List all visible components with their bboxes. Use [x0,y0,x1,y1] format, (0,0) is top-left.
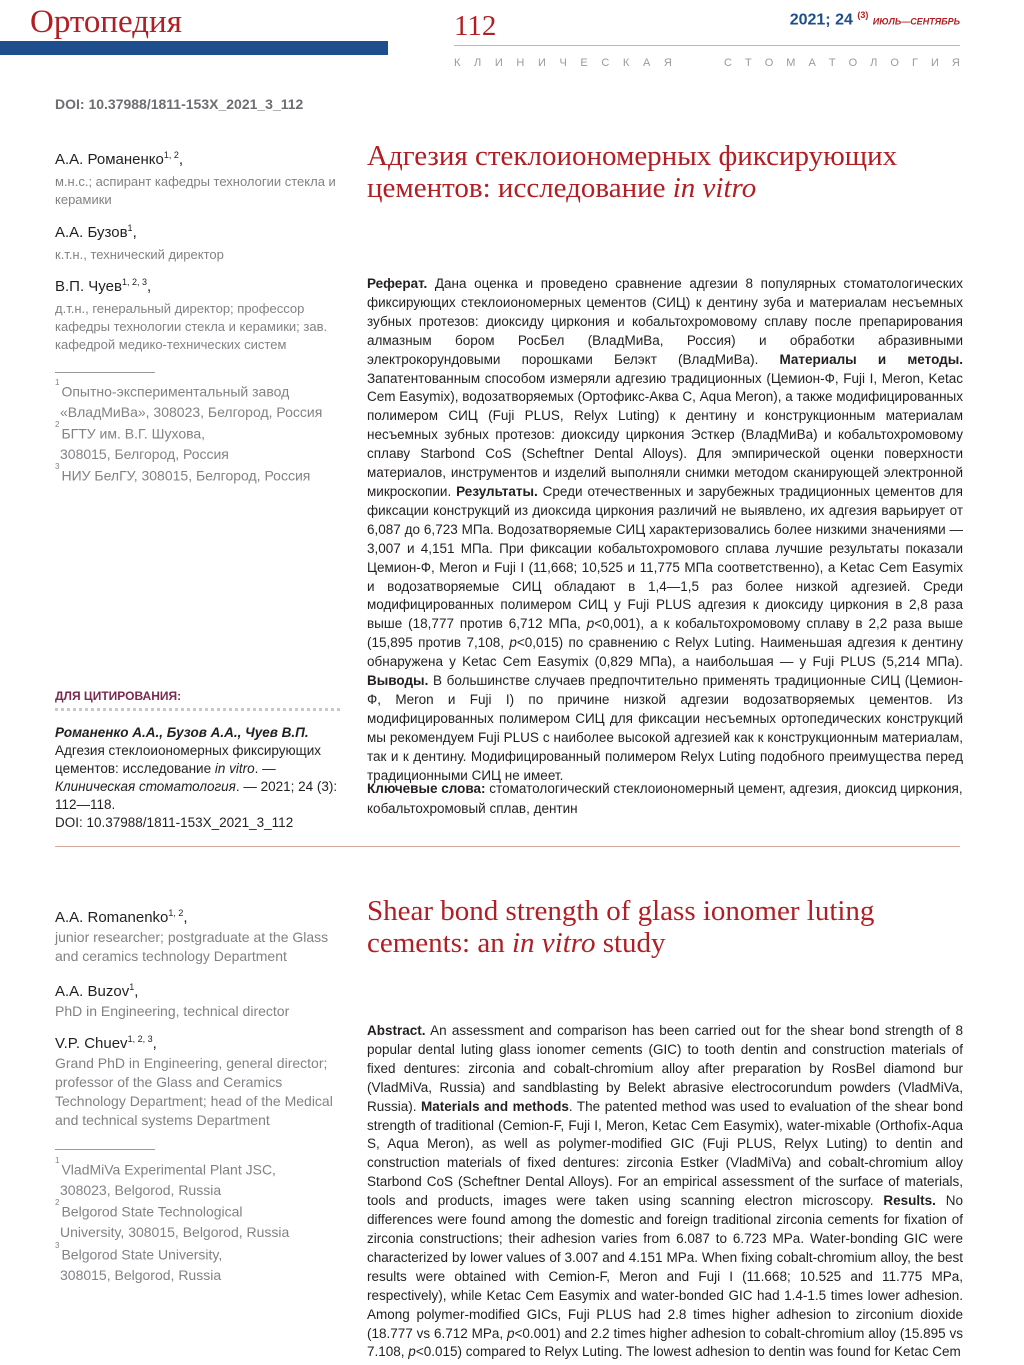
footnote-line: 308015, Belgorod, Russia [60,1266,222,1283]
issue-period: ИЮЛЬ—СЕНТЯБРЬ [872,16,960,27]
author-en-1 [55,904,345,966]
footnote-line: Опытно-экспериментальный завод [61,383,290,400]
abstract-text: <0,015) по сравнению с Relyx Luting. Наименьшая адгезия к дентину обнаружена у Ketac Cem Easymix (0,829 МПа), а наибольшая — у Fuji PLUS (5,214 МПа). [367,635,964,670]
title-text: Shear bond strength of glass ionomer luting cements: an [367,895,875,959]
abstract-pvalue: p [506,1325,515,1341]
author-affil-sup: 1, 2 [163,150,179,160]
issue-number: (3) [857,10,869,20]
title-italic: in vitro [672,172,757,204]
author-affiliation: к.т.н., технический директор [55,247,224,262]
author-en-2 [55,978,345,1021]
abstract-pvalue: p [509,635,517,651]
author-affiliation: Grand PhD in Engineering, general director; professor of the Glass and Ceramics Technology Department; head of the Medical and technical systems Department [55,1055,333,1128]
footnote-ru-2 [55,421,345,464]
footnote-en-2 [55,1199,345,1242]
page-number: 112 [454,10,497,42]
footnote-ru-3 [55,463,345,486]
abstract-text: В большинстве случаев предпочтительно применять традиционные СИЦ (Цемион-Ф, Meron и Fuji I) по причине низкой адгезии водозатворяемых цементов. Из модифицированных полимером СИЦ для фиксации несъемных ортопедических конструкций мы рекомендуем Fuji PLUS с наиболее высокой адгезией как к конструкционным материалам, так и к дентину. Модифицированный полимером Relyx Luting подобного преимущества перед традиционными СИЦ не имеет. [367,673,963,783]
abstract-label: Реферат. [367,276,428,291]
footnote-number: 3 [55,462,60,471]
citation-fragment: in vitro [214,761,255,776]
title-italic: in vitro [511,927,596,959]
title-text: study [595,927,666,959]
footnote-ru-1 [55,379,345,422]
author-name: В.П. Чуев [55,278,122,295]
abstract-label: Abstract. [367,1023,426,1038]
abstract-text: Среди отечественных и зарубежных традиционных цементов для фиксации конструкций из диоксида циркония различий не выявлено, их адгезия варьирует от 6,087 до 6,723 МПа. Водозатворяемые СИЦ характеризовались более низкими значениями — 3,007 и 4,151 МПа. При фиксации кобальтохромового сплава лучшие результаты показали Цемион-Ф, Meron и Fuji I (11,668; 10,525 и 11,775 МПа соответственно), а Ketac Cem Easymix и водозатворяемые СИЦ обладают в 1,4—1,5 раз более низкой адгезией. Среди модифицированных полимером СИЦ у Fuji PLUS адгезия к диоксиду циркония в 2,8 раза выше (18,777 против 6,712 МПа, [367,483,963,632]
author-affiliation: д.т.н., генеральный директор; профессор кафедры технологии стекла и керамики; зав. кафедрой медико-технических систем [55,301,328,352]
title-text: Адгезия стеклоиономерных фиксирующих цементов: исследование [367,140,898,204]
citation-fragment: Адгезия стеклоиономерных фиксирующих цементов: исследование [55,743,321,776]
article-title-ru [367,140,967,204]
article-title-en [367,895,967,959]
author-ru-1 [55,146,345,209]
citation-fragment: . — [254,761,276,776]
section-title: Ортопедия [30,4,182,40]
author-ru-3 [55,273,345,354]
author-suffix: , [178,151,184,168]
author-affiliation: м.н.с.; аспирант кафедры технологии стекла и керамики [55,174,336,207]
language-divider [55,846,960,847]
abstract-text: <0.015) compared to Relyx Luting. The lowest adhesion to dentin was found for Ketac Cem [415,1344,961,1360]
author-name: A.A. Romanenko [55,909,169,926]
footnote-line: «ВладМиВа», 308023, Белгород, Россия [60,403,323,420]
author-suffix: , [183,909,188,926]
footnote-divider [55,1149,155,1150]
abstract-pvalue: p [586,616,595,632]
footnote-line: VladMiVa Experimental Plant JSC, [61,1161,276,1178]
abstract-text: . The patented method was used to evaluation of the shear bond strength of traditional (Cemion-F, Fuji I, Meron, Ketac Cem Easymix), water-mixable (Orthofix-Aqua S, Aqua Meron), as well as polymer-modified GIC (Fuji PLUS, Relyx Luting) to dentin and construction materials of fixed dentures: zirconia Estker (VladMiVa) and cobalt-chromium alloy Starbond CoS (Scheftner Dental Alloys). For an empirical assessment of the surface of materials, tools and products, images were taken using scanning electron microscopy. [367,1098,963,1209]
abstract-text: An assessment and comparison has been carried out for the shear bond strength of 8 popular dental luting glass ionomer cements (GIC) to tooth dentin and construction materials of fixed dentures: zirconia and cobalt-chromium alloy after preparation by RosBel diamond bur (VladMiVa, Russia) and sandblasting by Belekt abrasive electrocorundum powders (VladMiVa, Russia). [367,1023,963,1114]
keywords-label: Ключевые слова: [367,781,486,796]
author-name: А.А. Бузов [55,224,128,241]
abstract-text: Запатентованным способом измеряли адгезию традиционных (Цемион-Ф, Fuji I, Meron, Ketac Cem Easymix), водозатворяемых (Ортофикс-Аква С, Aqua Meron), а также модифицированных полимером СИЦ (Fuji PLUS, Relyx Luting) к дентину и конструкционным материалам несъемных зубных протезов: диоксиду циркония Эсткер (ВладМиВа) и кобальтохромовому сплаву Starbond CoS (Scheftner Dental Alloys). Для эмпирической оценки поверхности материалов, инструментов и изделий выполняли снимки методом сканирующей электронной микроскопии. [367,370,963,499]
author-affiliation: PhD in Engineering, technical director [55,1003,290,1019]
doi: DOI: 10.37988/1811-153X_2021_3_112 [55,96,304,112]
author-affil-sup: 1, 2 [168,908,184,918]
abstract-text: Дана оценка и проведено сравнение адгезии 8 популярных стоматологических фиксирующих стеклоиономерных цементов (СИЦ) к дентину зуба и материалам несъемных зубных протезов: диоксиду циркония и кобальтохромовому сплаву после препарирования алмазным бором РосБел (ВладМиВа, Россия) и обработки абразивными электрокорундовыми порошками Белэкт (ВладМиВа). [367,276,963,367]
footnote-line: 308023, Belgorod, Russia [60,1181,222,1198]
citation-fragment: . — 2021; 24 (3): 112—118. [55,779,338,812]
abstract-label: Выводы. [367,673,429,689]
author-suffix: , [146,278,152,295]
footnote-number: 2 [55,420,60,429]
footnote-line: Belgorod State University, [61,1246,223,1263]
journal-word-1: К Л И Н И Ч Е С К А Я [454,57,672,69]
keywords-text: стоматологический стеклоиономерный цемент, адгезия, диоксид циркония, кобальтохромовый сплав, дентин [367,781,963,816]
author-affil-sup: 1 [129,982,135,992]
footnote-line: НИУ БелГУ, 308015, Белгород, Россия [61,467,311,484]
abstract-label: Материалы и методы. [779,351,963,367]
author-name: A.A. Buzov [55,983,130,1000]
abstract-label: Materials and methods [421,1098,569,1114]
author-name: V.P. Chuev [55,1035,128,1052]
footnote-divider [55,372,155,373]
author-suffix: , [152,1035,157,1052]
author-suffix: , [132,224,137,241]
footnote-line: БГТУ им. В.Г. Шухова, [61,425,206,442]
year-volume: 2021; 24 [789,11,853,29]
header-rule [454,45,960,46]
citation-doi: DOI: 10.37988/1811-153X_2021_3_112 [55,815,294,830]
author-ru-2 [55,219,345,264]
footnote-line: Belgorod State Technological [61,1203,243,1220]
footnote-line: University, 308015, Belgorod, Russia [60,1223,290,1240]
author-affil-sup: 1, 2, 3 [127,1034,153,1044]
abstract-text: <0,001), а к кобальтохромовому сплаву в 2,2 раза выше (15,895 против 7,108, [367,616,963,651]
author-name: А.А. Романенко [55,151,164,168]
citation-heading: ДЛЯ ЦИТИРОВАНИЯ: [55,689,182,703]
citation-journal: Клиническая стоматология [55,779,236,794]
citation-authors: Романенко А.А., Бузов А.А., Чуев В.П. [55,725,309,740]
author-en-3 [55,1030,345,1130]
citation-text [55,724,340,832]
journal-name [454,57,960,69]
author-suffix: , [134,983,139,1000]
citation-dotted-rule [55,708,340,711]
footnote-en-3 [55,1242,345,1285]
footnote-number: 3 [55,1241,60,1250]
keywords-ru [367,779,963,819]
journal-word-2: С Т О М А Т О Л О Г И Я [724,57,960,69]
author-affiliation: junior researcher; postgraduate at the Glass and ceramics technology Department [55,929,329,964]
abstract-text: <0.001) and 2.2 times higher adhesion to cobalt-chromium alloy (15.895 vs 7.108, [367,1325,963,1360]
issue-info [790,10,960,29]
abstract-en [367,1022,963,1362]
abstract-text: No differences were found among the domestic and foreign traditional zirconia cements for fixation of zirconia constructions; their adhesion varies from 6.087 to 6.723 MPa. Water-bonding GIC were characterized by lower values of 3.007 and 4.151 MPa. When fixing cobalt-chromium alloy, the best results were obtained with Cemion-F, Meron and Fuji I (11.668; 10.525 and 11.775 MPa, respectively), while Ketac Cem Easymix and water-bonded GIC had 1.4-1.5 times lower adhesion. Among polymer-modified GICs, Fuji PLUS had 2.8 times higher adhesion to zirconium dioxide (18.777 vs 6.712 MPa, [367,1193,963,1341]
footnote-line: 308015, Белгород, Россия [60,445,229,462]
section-color-bar [0,41,388,55]
footnote-number: 2 [55,1198,60,1207]
footnote-en-1 [55,1157,345,1200]
footnote-number: 1 [55,1156,60,1165]
author-affil-sup: 1 [127,223,133,233]
footnote-number: 1 [55,378,60,387]
abstract-pvalue: p [408,1344,416,1360]
abstract-label: Результаты. [456,483,538,499]
author-affil-sup: 1, 2, 3 [121,277,147,287]
abstract-ru [367,275,963,785]
abstract-label: Results. [883,1193,936,1209]
